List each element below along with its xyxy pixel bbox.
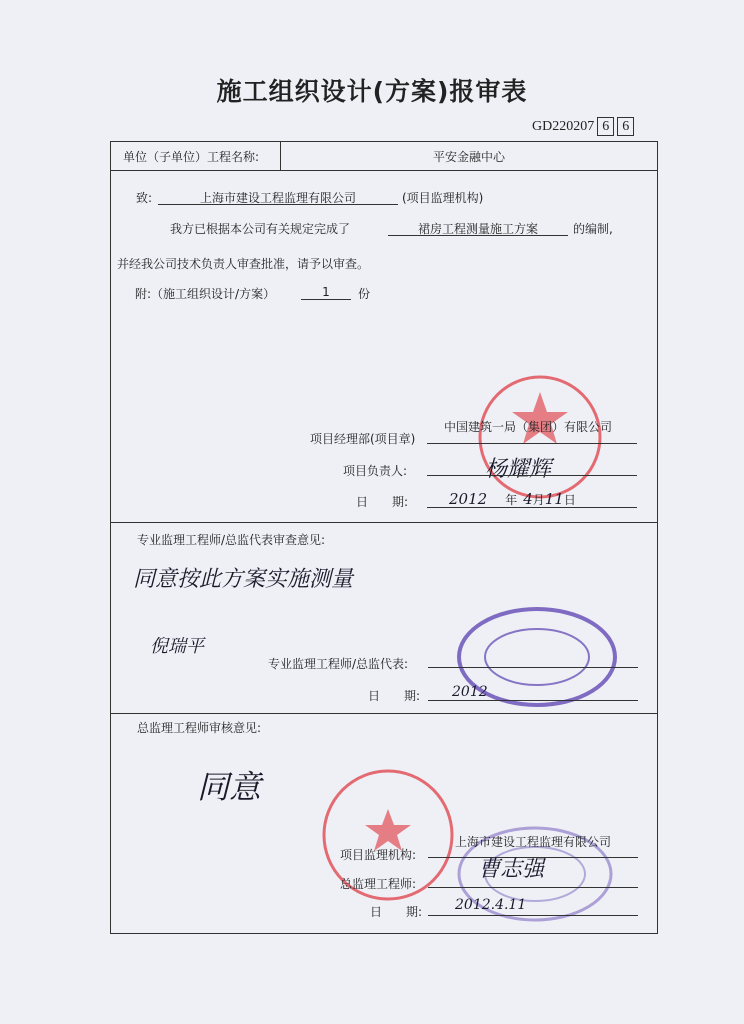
dept-label: 项目经理部(项目章): [310, 432, 416, 446]
attach-unit: 份: [358, 287, 371, 301]
date-label: 日 期:: [370, 905, 423, 919]
attach-count: 1: [322, 285, 330, 299]
chief-label: 总监理工程师:: [340, 877, 417, 891]
underline: [427, 443, 637, 444]
line2-suffix: 的编制,: [573, 222, 613, 236]
underline: [427, 475, 637, 476]
divider: [110, 713, 658, 714]
underline: [388, 235, 568, 236]
chief-signature: 曹志强: [478, 857, 545, 882]
to-value: 上海市建设工程监理有限公司: [199, 191, 356, 205]
plan-name: 裙房工程测量施工方案: [417, 222, 538, 236]
section2-opinion: 同意按此方案实施测量: [133, 567, 354, 592]
section3-opinion: 同意: [197, 768, 262, 806]
section3-heading: 总监理工程师审核意见:: [137, 721, 262, 735]
date-value: [427, 490, 576, 508]
underline: [158, 204, 398, 205]
form-code-box: 6: [617, 117, 634, 136]
date-day: 11: [544, 490, 564, 508]
form-code-box: 6: [597, 117, 614, 136]
form-code-prefix: GD220207: [532, 119, 595, 134]
project-name: 平安金融中心: [432, 150, 505, 164]
to-suffix: (项目监理机构): [402, 191, 484, 205]
section2-heading: 专业监理工程师/总监代表审查意见:: [137, 533, 326, 547]
project-label: 单位（子单位）工程名称:: [123, 150, 260, 164]
month-unit: 月: [532, 493, 545, 507]
date-month: 4: [523, 490, 533, 508]
org-label: 项目监理机构:: [340, 848, 417, 862]
date-year: 2012: [449, 490, 488, 508]
date-value: 2012: [452, 684, 488, 700]
org-value: 上海市建设工程监理有限公司: [455, 835, 612, 849]
signer-label: 专业监理工程师/总监代表:: [268, 657, 409, 671]
to-label: 致:: [136, 191, 153, 205]
divider: [110, 522, 658, 523]
page-title: 施工组织设计(方案)报审表: [216, 77, 528, 106]
underline: [428, 887, 638, 888]
day-unit: 日: [563, 493, 576, 507]
date-value: 2012.4.11: [455, 897, 527, 913]
leader-signature: 杨耀辉: [485, 457, 552, 482]
divider: [110, 170, 658, 171]
form-code: [532, 117, 634, 136]
underline: [428, 667, 638, 668]
year-unit: 年: [505, 493, 518, 507]
underline: [428, 915, 638, 916]
underline: [301, 299, 351, 300]
attach-label: 附:（施工组织设计/方案）: [135, 287, 276, 301]
line2-prefix: 我方已根据本公司有关规定完成了: [170, 222, 351, 236]
line3-text: 并经我公司技术负责人审查批准，请予以审查。: [117, 257, 370, 271]
leader-label: 项目负责人:: [343, 464, 408, 478]
dept-value: 中国建筑一局（集团）有限公司: [444, 420, 613, 434]
reviewer-signature: 倪瑞平: [150, 636, 204, 657]
date-label: 日 期:: [356, 495, 409, 509]
underline: [427, 507, 637, 508]
underline: [428, 700, 638, 701]
date-label: 日 期:: [368, 689, 421, 703]
